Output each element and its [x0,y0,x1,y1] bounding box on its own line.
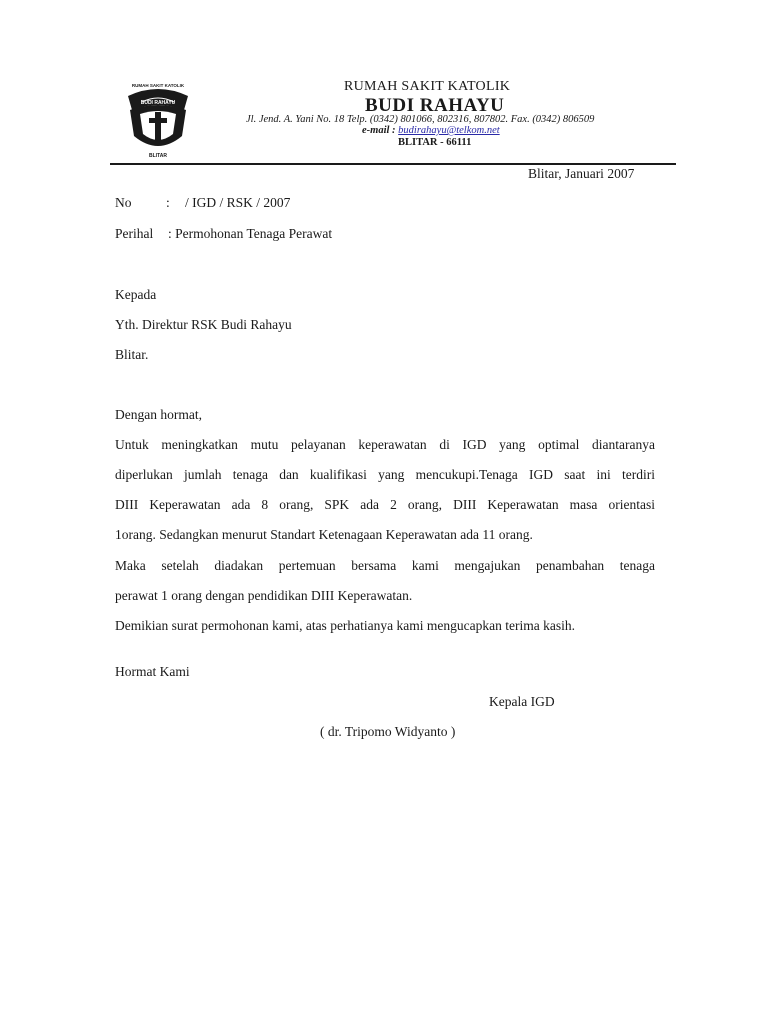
hospital-subtitle: RUMAH SAKIT KATOLIK [344,79,511,94]
logo-top-text: RUMAH SAKIT KATOLIK [131,83,185,88]
number-label: No [115,195,132,210]
number-separator: : [166,195,170,210]
hospital-logo [122,76,194,160]
hospital-city: BLITAR - 66111 [398,137,472,148]
logo-bottom-text: BLITAR [149,153,167,159]
header-divider [110,163,676,165]
body-line: DIII Keperawatan ada 8 orang, SPK ada 2 orang, DIII Keperawatan masa orientasi [115,497,655,512]
to-label: Kepada [115,287,157,302]
hospital-name: BUDI RAHAYU [365,95,505,116]
body-line: perawat 1 orang dengan pendidikan DIII Keperawatan. [115,588,413,603]
body-line: Demikian surat permohonan kami, atas perhatianya kami mengucapkan terima kasih. [115,618,575,633]
email-link[interactable]: budirahayu@telkom.net [398,125,500,136]
subject-label: Perihal [115,226,154,241]
signer-title: Kepala IGD [489,694,555,709]
letter-number: / IGD / RSK / 2007 [185,195,291,210]
body-line: Untuk meningkatkan mutu pelayanan keperawatan di IGD yang optimal diantaranya [115,437,655,452]
hospital-email [362,125,500,136]
body-line: 1orang. Sedangkan menurut Standart Ketenagaan Keperawatan ada 11 orang. [115,527,533,542]
email-label: e-mail : [362,125,396,136]
subject-value: : Permohonan Tenaga Perawat [168,226,333,241]
body-line: Maka setelah diadakan pertemuan bersama kami mengajukan penambahan tenaga [115,558,655,573]
recipient: Yth. Direktur RSK Budi Rahayu [115,317,292,332]
logo-band-text: BUDI RAHAYU [140,100,176,106]
place-date: Blitar, Januari 2007 [528,166,635,181]
hospital-address: Jl. Jend. A. Yani No. 18 Telp. (0342) 801066, 802316, 807802. Fax. (0342) 806509 [246,114,595,125]
salutation: Dengan hormat, [115,407,202,422]
body-line: diperlukan jumlah tenaga dan kualifikasi yang mencukupi.Tenaga IGD saat ini terdiri [115,467,655,482]
closing: Hormat Kami [115,664,190,679]
signer-name: ( dr. Tripomo Widyanto ) [320,724,456,739]
recipient-city: Blitar. [115,347,149,362]
